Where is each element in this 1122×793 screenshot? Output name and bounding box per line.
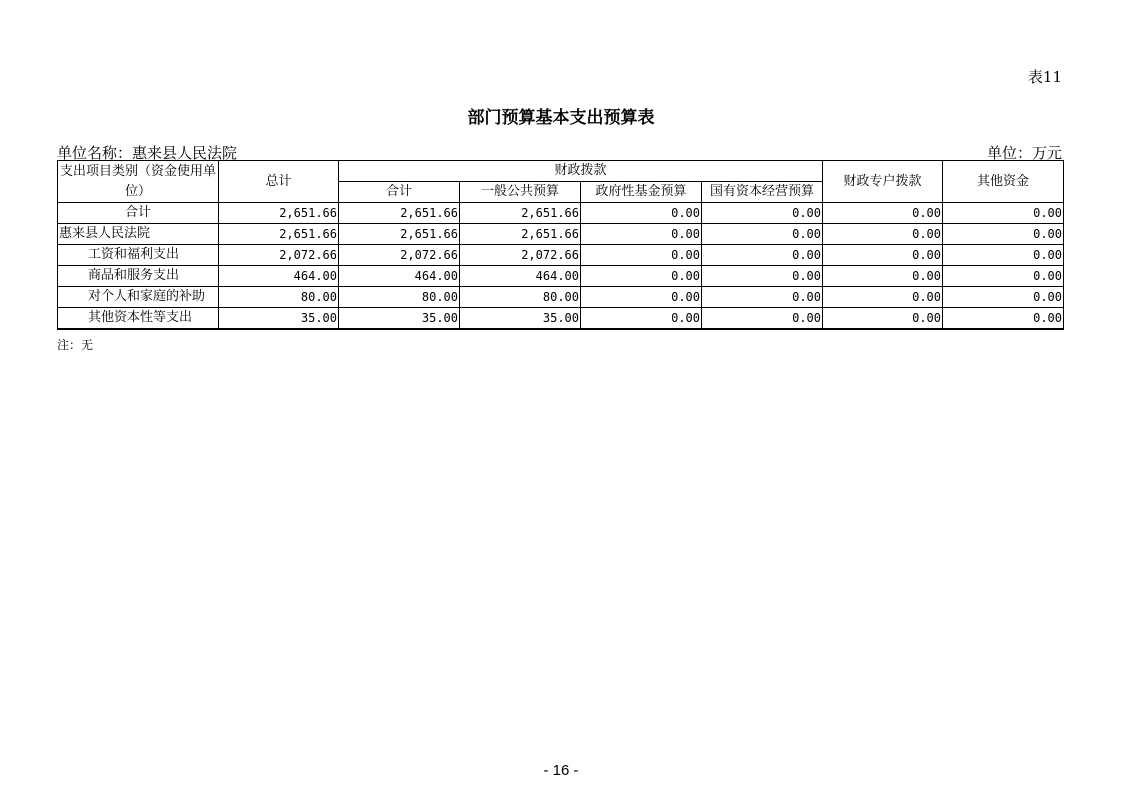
cell-other: 0.00	[943, 203, 1064, 224]
cell-fiscal-sum: 2,072.66	[339, 245, 460, 266]
cell-total: 2,651.66	[219, 224, 339, 245]
header-total: 总计	[219, 161, 339, 203]
cell-total: 2,072.66	[219, 245, 339, 266]
cell-state-capital: 0.00	[702, 224, 823, 245]
unit-currency-label: 单位：万元	[986, 144, 1062, 162]
cell-total: 35.00	[219, 308, 339, 330]
cell-state-capital: 0.00	[702, 203, 823, 224]
cell-special: 0.00	[823, 287, 943, 308]
row-label: 商品和服务支出	[58, 266, 219, 287]
row-label: 合计	[58, 203, 219, 224]
cell-fiscal-sum: 464.00	[339, 266, 460, 287]
cell-gov-fund: 0.00	[581, 308, 702, 330]
cell-fiscal-sum: 80.00	[339, 287, 460, 308]
cell-state-capital: 0.00	[702, 266, 823, 287]
table-row	[58, 245, 1064, 266]
header-state-capital-budget: 国有资本经营预算	[702, 182, 823, 203]
cell-state-capital: 0.00	[702, 245, 823, 266]
header-special-fiscal: 财政专户拨款	[823, 161, 943, 203]
cell-gov-fund: 0.00	[581, 203, 702, 224]
header-other-funds: 其他资金	[943, 161, 1064, 203]
cell-state-capital: 0.00	[702, 287, 823, 308]
row-label: 其他资本性等支出	[58, 308, 219, 330]
table-row	[58, 308, 1064, 330]
cell-gov-fund: 0.00	[581, 287, 702, 308]
table-row	[58, 203, 1064, 224]
cell-gov-fund: 0.00	[581, 266, 702, 287]
cell-special: 0.00	[823, 245, 943, 266]
cell-other: 0.00	[943, 245, 1064, 266]
table-row	[58, 287, 1064, 308]
page-title: 部门预算基本支出预算表	[467, 108, 655, 128]
cell-total: 464.00	[219, 266, 339, 287]
cell-general: 2,072.66	[460, 245, 581, 266]
table-row	[58, 266, 1064, 287]
table-note: 注：无	[57, 338, 94, 352]
table-number: 表11	[1027, 68, 1062, 86]
header-fiscal-sum: 合计	[339, 182, 460, 203]
cell-gov-fund: 0.00	[581, 245, 702, 266]
unit-name-label: 单位名称：惠来县人民法院	[57, 144, 238, 162]
page-number: - 16 -	[543, 762, 579, 779]
cell-state-capital: 0.00	[702, 308, 823, 330]
header-category: 支出项目类别（资金使用单位）	[58, 161, 219, 203]
header-fiscal-group: 财政拨款	[339, 161, 823, 182]
header-gov-fund-budget: 政府性基金预算	[581, 182, 702, 203]
budget-table	[57, 160, 1064, 330]
cell-special: 0.00	[823, 224, 943, 245]
cell-general: 80.00	[460, 287, 581, 308]
cell-other: 0.00	[943, 287, 1064, 308]
row-label: 惠来县人民法院	[58, 224, 219, 245]
cell-fiscal-sum: 35.00	[339, 308, 460, 330]
row-label: 对个人和家庭的补助	[58, 287, 219, 308]
header-general-budget: 一般公共预算	[460, 182, 581, 203]
cell-other: 0.00	[943, 224, 1064, 245]
table-row	[58, 224, 1064, 245]
cell-general: 2,651.66	[460, 203, 581, 224]
cell-general: 35.00	[460, 308, 581, 330]
cell-other: 0.00	[943, 308, 1064, 330]
cell-general: 464.00	[460, 266, 581, 287]
cell-gov-fund: 0.00	[581, 224, 702, 245]
cell-special: 0.00	[823, 266, 943, 287]
cell-other: 0.00	[943, 266, 1064, 287]
row-label: 工资和福利支出	[58, 245, 219, 266]
cell-special: 0.00	[823, 203, 943, 224]
cell-special: 0.00	[823, 308, 943, 330]
cell-total: 2,651.66	[219, 203, 339, 224]
cell-general: 2,651.66	[460, 224, 581, 245]
cell-fiscal-sum: 2,651.66	[339, 224, 460, 245]
cell-total: 80.00	[219, 287, 339, 308]
cell-fiscal-sum: 2,651.66	[339, 203, 460, 224]
